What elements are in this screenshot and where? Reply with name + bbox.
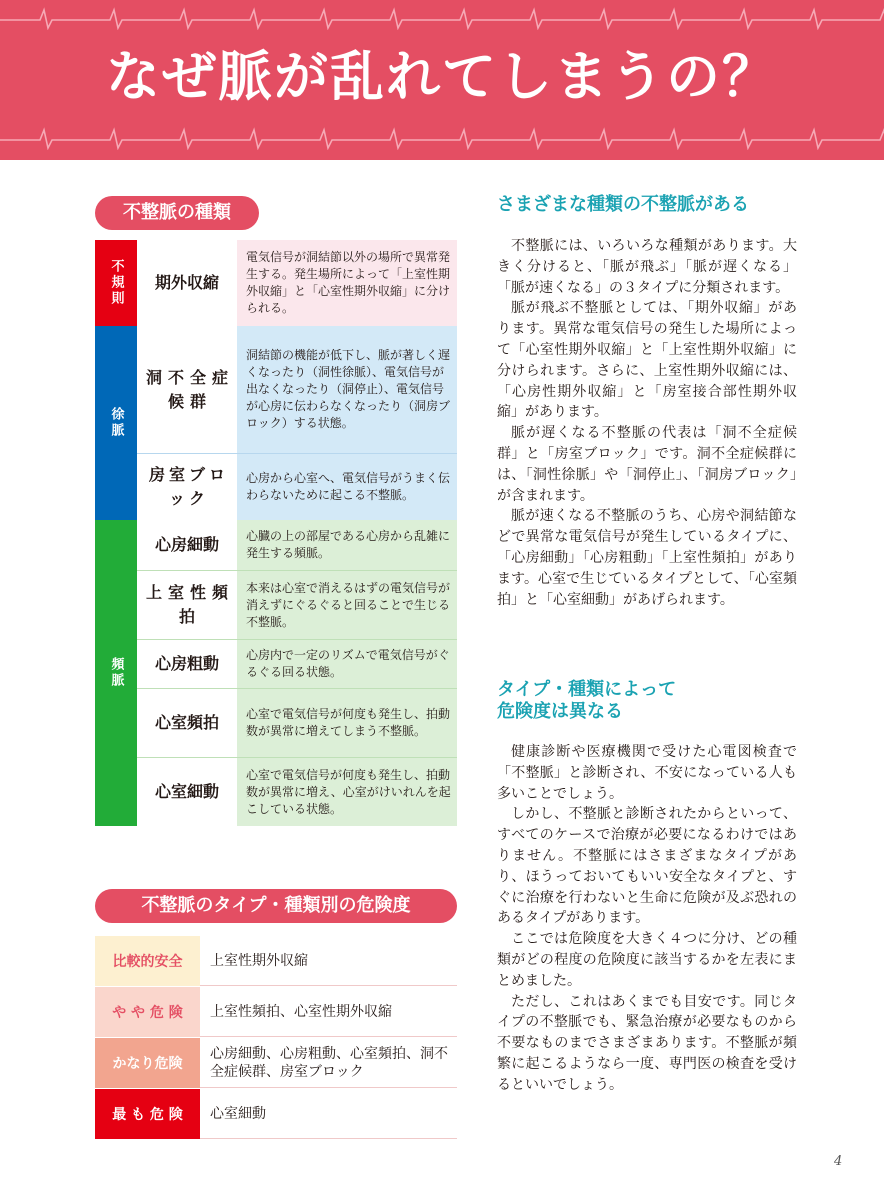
section1-body [497, 236, 797, 610]
page-number: 4 [834, 1154, 843, 1169]
section2-body [497, 742, 797, 1096]
group-label-bradycardia: 徐脈 [95, 326, 137, 520]
type-description: 洞結節の機能が低下し、脈が著しく遅くなったり（洞性徐脈）、電気信号が出なくなったり（洞停止）、電気信号が心房に伝わらなくなったり（洞房ブロック）する状態。 [237, 326, 457, 453]
type-name: 心室頻拍 [154, 713, 219, 732]
risk-level-label: や や 危 険 [95, 987, 200, 1037]
type-name: 上室性頻拍 [145, 583, 234, 626]
group-label-irregular: 不規則 [95, 240, 137, 326]
risk-level-types: 上室性期外収縮 [200, 936, 457, 986]
title-banner [0, 0, 884, 160]
type-description: 心室で電気信号が何度も発生し、拍動数が異常に増え、心室がけいれんを起こしている状態。 [237, 758, 457, 826]
page-title: なぜ脈が乱れてしまうの？ [106, 45, 778, 108]
risk-table-heading: 不整脈のタイプ・種類別の危険度 [95, 889, 457, 923]
section2-paragraph: ここでは危険度を大きく４つに分け、どの種類がどの程度の危険度に該当するかを左表にまとめました。 [497, 931, 797, 989]
type-name: 心室細動 [154, 782, 219, 801]
risk-level-label: 比較的安全 [95, 936, 200, 986]
ecg-wave-decoration-bottom [0, 126, 884, 150]
type-description: 心房内で一定のリズムで電気信号がぐるぐる回る状態。 [237, 640, 457, 688]
types-table-heading: 不整脈の種類 [95, 196, 259, 230]
risk-level-types: 心房細動、心房粗動、心室頻拍、洞不全症候群、房室ブロック [200, 1038, 457, 1088]
type-name: 洞不全症候群 [145, 367, 234, 411]
section2-heading-line2: 危険度は異なる [497, 701, 623, 722]
section1-paragraph: 脈が飛ぶ不整脈としては、「期外収縮」があります。異常な電気信号の発生した場所によって「心室性期外収縮」と「上室性期外収縮」に分けられます。さらに、上室性期外収縮には、「心房性期外収縮」と「房室接合部性期外収縮」があります。 [497, 300, 797, 421]
type-description: 本来は心室で消えるはずの電気信号が消えずにぐるぐると回ることで生じる不整脈。 [237, 571, 457, 639]
type-name: 心房細動 [154, 535, 219, 554]
risk-level-label: かなり危険 [95, 1038, 200, 1088]
risk-level-types: 心室細動 [200, 1089, 457, 1139]
type-description: 心室で電気信号が何度も発生し、拍動数が異常に増えてしまう不整脈。 [237, 689, 457, 757]
section2-paragraph: ただし、これはあくまでも目安です。同じタイプの不整脈でも、緊急治療が必要なものから不要なものまでさまざまあります。不整脈が頻繁に起こるようなら一度、専門医の検査を受けるといいでしょう。 [497, 993, 797, 1093]
section1-heading: さまざまな種類の不整脈がある [497, 194, 749, 215]
type-name: 期外収縮 [154, 273, 219, 292]
section1-paragraph: 不整脈には、いろいろな種類があります。大きく分けると、「脈が飛ぶ」「脈が遅くなる」「脈が速くなる」の３タイプに分類されます。 [497, 238, 797, 296]
section2-paragraph: しかし、不整脈と診断されたからといって、すべてのケースで治療が必要になるわけではありません。不整脈にはさまざまなタイプがあり、ほうっておいてもいい安全なタイプと、すぐに治療を行わないと生命に危険が及ぶ恐れのあるタイプがあります。 [497, 806, 797, 927]
section2-paragraph: 健康診断や医療機関で受けた心電図検査で「不整脈」と診断され、不安になっている人も多いことでしょう。 [497, 744, 797, 802]
type-name: 心房粗動 [154, 654, 219, 673]
type-description: 心房から心室へ、電気信号がうまく伝わらないために起こる不整脈。 [237, 454, 457, 520]
section1-paragraph: 脈が速くなる不整脈のうち、心房や洞結節などで異常な電気信号が発生しているタイプに、「心房細動」「心房粗動」「上室性頻拍」があります。心室で生じているタイプとして、「心室頻拍」と「心室細動」があげられます。 [497, 508, 797, 608]
risk-level-types: 上室性頻拍、心室性期外収縮 [200, 987, 457, 1037]
type-description: 心臓の上の部屋である心房から乱雑に発生する頻脈。 [237, 520, 457, 570]
type-description: 電気信号が洞結節以外の場所で異常発生する。発生場所によって「上室性期外収縮」と「心室性期外収縮」に分けられる。 [237, 240, 457, 326]
group-label-tachycardia: 頻脈 [95, 520, 137, 826]
ecg-wave-decoration-top [0, 6, 884, 30]
risk-level-label: 最 も 危 険 [95, 1089, 200, 1139]
type-name: 房室ブロック [148, 465, 229, 508]
section2-heading-line1: タイプ・種類によって [497, 679, 677, 700]
section1-paragraph: 脈が遅くなる不整脈の代表は「洞不全症候群」と「房室ブロック」です。洞不全症候群には、「洞性徐脈」や「洞停止」、「洞房ブロック」が含まれます。 [497, 425, 797, 504]
